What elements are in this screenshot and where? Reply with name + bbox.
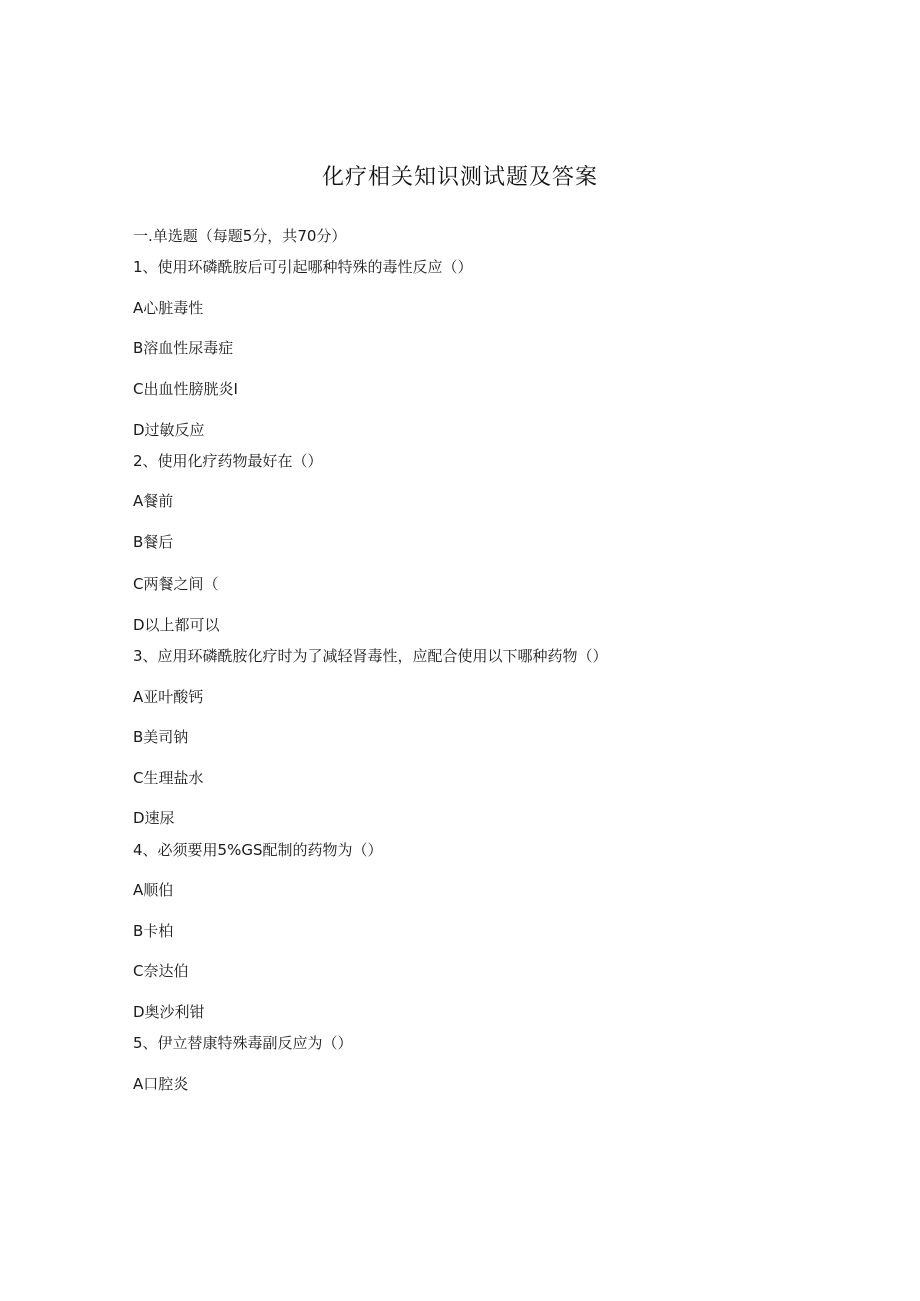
option-item: C两餐之间（ [133, 575, 219, 593]
question-stem: 3、应用环磷酰胺化疗时为了减轻肾毒性，应配合使用以下哪种药物（） [133, 647, 608, 665]
option-item: A顺伯 [133, 881, 174, 899]
option-item: D过敏反应 [133, 421, 205, 439]
question-stem: 4、必须要用5%GS配制的药物为（） [133, 841, 383, 859]
option-item: A心脏毒性 [133, 299, 204, 317]
option-item: B餐后 [133, 533, 174, 551]
question-stem: 2、使用化疗药物最好在（） [133, 452, 323, 470]
option-item: A亚叶酸钙 [133, 688, 204, 706]
question-stem: 5、伊立替康特殊毒副反应为（） [133, 1034, 353, 1052]
option-item: D以上都可以 [133, 616, 220, 634]
option-item: B卡柏 [133, 922, 174, 940]
page-title: 化疗相关知识测试题及答案 [321, 165, 598, 190]
option-item: C生理盐水 [133, 769, 204, 787]
question-stem: 1、使用环磷酰胺后可引起哪种特殊的毒性反应（） [133, 258, 473, 276]
section-heading: 一.单选题（每题5分，共70分） [133, 227, 347, 245]
option-item: D速尿 [133, 809, 175, 827]
option-item: C奈达伯 [133, 962, 189, 980]
option-item: D奥沙利钳 [133, 1003, 205, 1021]
option-item: C出血性膀胱炎I [133, 380, 238, 398]
option-item: A口腔炎 [133, 1075, 189, 1093]
option-item: B美司钠 [133, 728, 189, 746]
option-item: A餐前 [133, 492, 174, 510]
option-item: B溶血性尿毒症 [133, 339, 234, 357]
